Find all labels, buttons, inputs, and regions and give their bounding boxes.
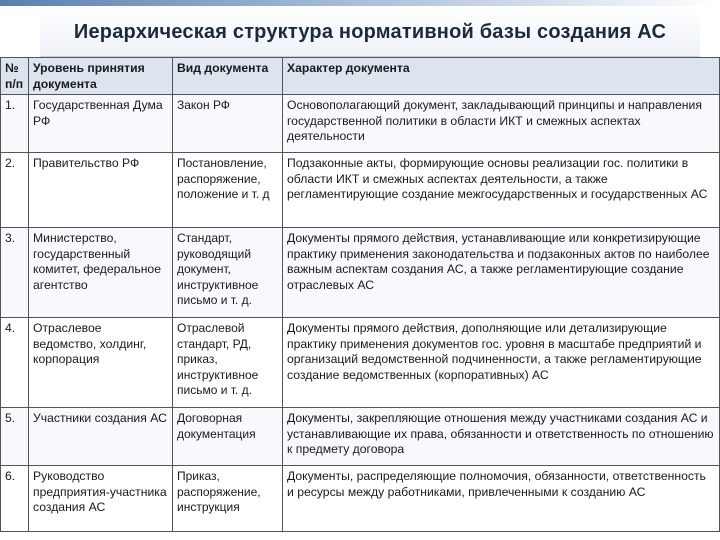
row-num: 2. <box>1 153 29 228</box>
table-row <box>1 318 720 408</box>
header-num: № п/п <box>1 58 29 95</box>
row-nature: Документы прямого действия, дополняющие или детализирующие практику применения документов гос. уровня в масштабе предприятий и организаций ведомственной подчиненности, а также регламентирующие создание ведомственных (корпоративных) АС <box>283 318 720 408</box>
header-level: Уровень принятия документа <box>29 58 173 95</box>
row-num: 1. <box>1 95 29 153</box>
top-decorative-band <box>0 0 720 6</box>
row-type: Отраслевой стандарт, РД, приказ, инструктивное письмо и т. д. <box>173 318 283 408</box>
row-type: Постановление, распоряжение, положение и т. д <box>173 153 283 228</box>
row-level: Руководство предприятия-участника создания АС <box>29 466 173 532</box>
table-row <box>1 228 720 318</box>
row-level: Участники создания АС <box>29 408 173 466</box>
row-level: Правительство РФ <box>29 153 173 228</box>
row-num: 5. <box>1 408 29 466</box>
page-title: Иерархическая структура нормативной базы создания АС <box>73 20 667 43</box>
row-num: 6. <box>1 466 29 532</box>
normative-base-table <box>0 57 720 532</box>
row-nature: Подзаконные акты, формирующие основы реализации гос. политики в области ИКТ и смежных аспектах деятельности, а также регламентирующие создание межгосударственных и государственных АС <box>283 153 720 228</box>
row-num: 4. <box>1 318 29 408</box>
row-type: Стандарт, руководящий документ, инструктивное письмо и т. д. <box>173 228 283 318</box>
row-nature: Документы, закрепляющие отношения между участниками создания АС и устанавливающие их права, обязанности и ответственность по отношению к предмету договора <box>283 408 720 466</box>
row-level: Министерство, государственный комитет, федеральное агентство <box>29 228 173 318</box>
row-type: Приказ, распоряжение, инструкция <box>173 466 283 532</box>
row-nature: Основополагающий документ, закладывающий принципы и направления государственной политики в области ИКТ и смежных аспектах деятельности <box>283 95 720 153</box>
header-type: Вид документа <box>173 58 283 95</box>
row-num: 3. <box>1 228 29 318</box>
table-row <box>1 408 720 466</box>
table-row <box>1 466 720 532</box>
row-level: Государственная Дума РФ <box>29 95 173 153</box>
table-body <box>1 95 720 532</box>
table-row <box>1 95 720 153</box>
row-nature: Документы, распределяющие полномочия, обязанности, ответственность и ресурсы между работниками, привлеченными к созданию АС <box>283 466 720 532</box>
title-bar <box>40 8 700 57</box>
row-type: Закон РФ <box>173 95 283 153</box>
row-level: Отраслевое ведомство, холдинг, корпорация <box>29 318 173 408</box>
table-row <box>1 153 720 228</box>
row-nature: Документы прямого действия, устанавливающие или конкретизирующие практику применения законодательства и подзаконных актов по наиболее важным аспектам создания АС, а также регламентирующие создание отраслевых АС <box>283 228 720 318</box>
header-row <box>1 58 720 95</box>
table-header <box>1 58 720 95</box>
row-type: Договорная документация <box>173 408 283 466</box>
header-nature: Характер документа <box>283 58 720 95</box>
